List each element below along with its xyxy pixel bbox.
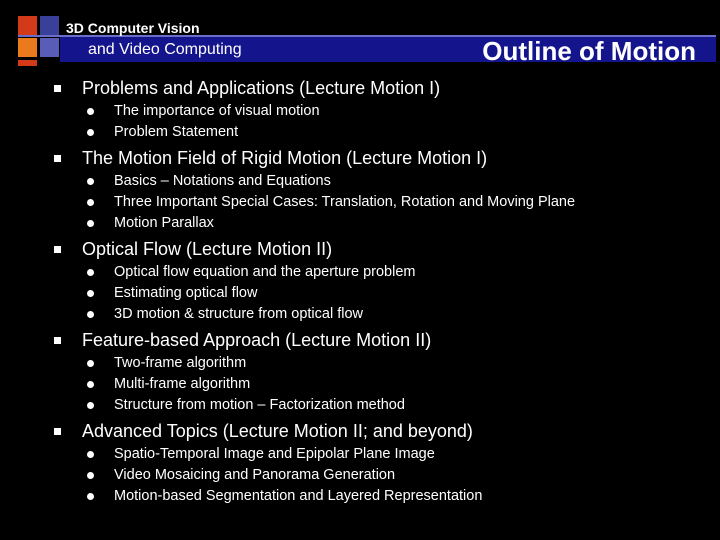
- subitem-label: Three Important Special Cases: Translation, Rotation and Moving Plane: [114, 194, 576, 210]
- outline-section: [54, 237, 714, 325]
- dot-bullet-icon: [87, 178, 94, 185]
- outline-topic: [54, 146, 714, 171]
- outline-section: [54, 419, 714, 507]
- topic-label: Problems and Applications (Lecture Motion I): [82, 78, 441, 98]
- dot-bullet-icon: [87, 199, 94, 206]
- outline-subitem: [54, 486, 714, 507]
- subitem-label: Structure from motion – Factorization method: [114, 397, 405, 413]
- logo-square: [18, 60, 37, 66]
- outline-list: [54, 76, 714, 507]
- outline-subitem: [54, 304, 714, 325]
- outline-subitem: [54, 353, 714, 374]
- dot-bullet-icon: [87, 129, 94, 136]
- topic-label: Feature-based Approach (Lecture Motion II): [82, 330, 432, 350]
- subitem-label: Motion-based Segmentation and Layered Representation: [114, 488, 483, 504]
- outline-topic: [54, 419, 714, 444]
- subitem-label: Optical flow equation and the aperture problem: [114, 264, 416, 280]
- subitem-label: Basics – Notations and Equations: [114, 173, 331, 189]
- outline-subitem: [54, 444, 714, 465]
- dot-bullet-icon: [87, 269, 94, 276]
- dot-bullet-icon: [87, 493, 94, 500]
- square-bullet-icon: [54, 246, 61, 253]
- subitem-label: Estimating optical flow: [114, 285, 258, 301]
- logo-square: [18, 16, 37, 35]
- square-bullet-icon: [54, 155, 61, 162]
- outline-section: [54, 76, 714, 143]
- subitem-label: Video Mosaicing and Panorama Generation: [114, 467, 396, 483]
- subitem-label: Motion Parallax: [114, 215, 214, 231]
- outline-section: [54, 328, 714, 416]
- dot-bullet-icon: [87, 220, 94, 227]
- outline-topic: [54, 237, 714, 262]
- dot-bullet-icon: [87, 451, 94, 458]
- course-subtitle: and Video Computing: [88, 41, 242, 58]
- dot-bullet-icon: [87, 381, 94, 388]
- topic-label: The Motion Field of Rigid Motion (Lecture Motion I): [82, 148, 488, 168]
- outline-subitem: [54, 283, 714, 304]
- square-bullet-icon: [54, 428, 61, 435]
- subitem-label: Two-frame algorithm: [114, 355, 247, 371]
- slide-title: Outline of Motion: [482, 36, 696, 66]
- logo-square: [40, 16, 59, 35]
- outline-subitem: [54, 262, 714, 283]
- dot-bullet-icon: [87, 402, 94, 409]
- topic-label: Optical Flow (Lecture Motion II): [82, 239, 333, 259]
- square-bullet-icon: [54, 85, 61, 92]
- subitem-label: Spatio-Temporal Image and Epipolar Plane Image: [114, 446, 435, 462]
- outline-section: [54, 146, 714, 234]
- outline-subitem: [54, 395, 714, 416]
- subitem-label: 3D motion & structure from optical flow: [114, 306, 364, 322]
- course-title: 3D Computer Vision: [66, 20, 200, 36]
- outline-subitem: [54, 122, 714, 143]
- square-bullet-icon: [54, 337, 61, 344]
- outline-subitem: [54, 213, 714, 234]
- outline-topic: [54, 76, 714, 101]
- dot-bullet-icon: [87, 108, 94, 115]
- dot-bullet-icon: [87, 472, 94, 479]
- outline-subitem: [54, 192, 714, 213]
- logo-squares: [18, 16, 62, 60]
- subitem-label: The importance of visual motion: [114, 103, 320, 119]
- subitem-label: Multi-frame algorithm: [114, 376, 251, 392]
- outline-subitem: [54, 171, 714, 192]
- dot-bullet-icon: [87, 360, 94, 367]
- outline-subitem: [54, 101, 714, 122]
- topic-label: Advanced Topics (Lecture Motion II; and beyond): [82, 421, 473, 441]
- dot-bullet-icon: [87, 290, 94, 297]
- outline-subitem: [54, 465, 714, 486]
- subitem-label: Problem Statement: [114, 124, 239, 140]
- logo-square: [40, 38, 59, 57]
- outline-subitem: [54, 374, 714, 395]
- dot-bullet-icon: [87, 311, 94, 318]
- outline-topic: [54, 328, 714, 353]
- logo-square: [18, 38, 37, 57]
